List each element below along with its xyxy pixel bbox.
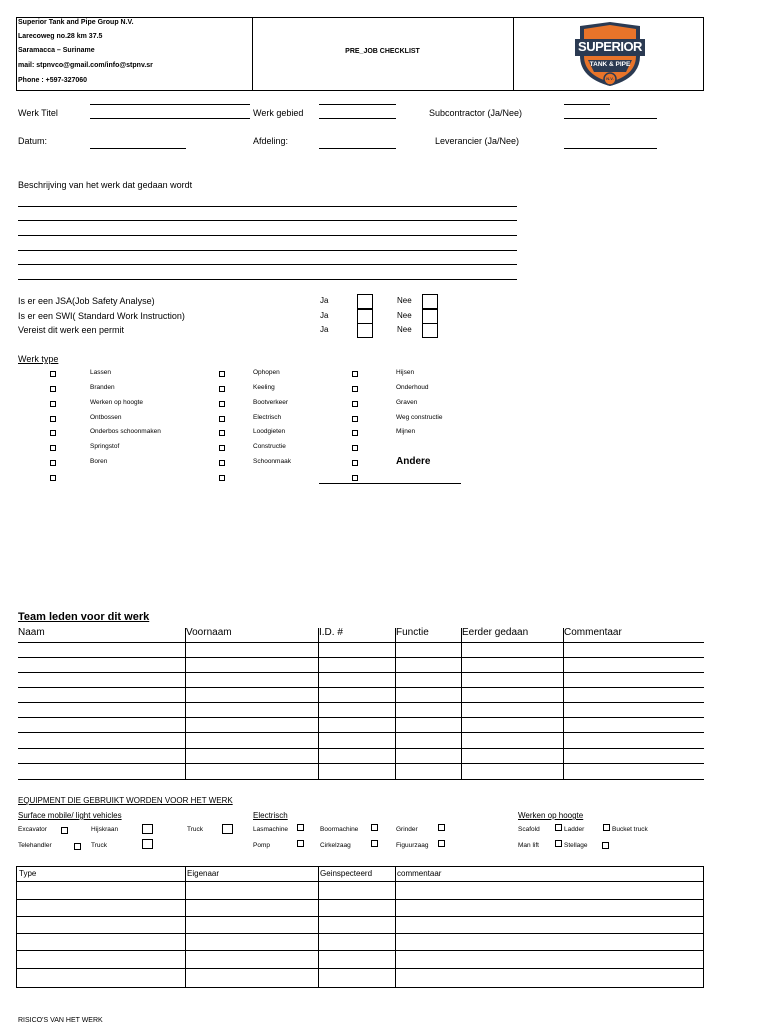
- question-jsa-nee: Nee: [397, 296, 412, 305]
- equipment-item-label: Stellage: [564, 842, 588, 849]
- table-row[interactable]: [17, 900, 703, 916]
- table-row[interactable]: [18, 673, 704, 687]
- werktype-checkbox[interactable]: [352, 371, 358, 377]
- equipment-item-label: Cirkelzaag: [320, 842, 351, 849]
- equipment-item-label: Figuurzaag: [396, 842, 429, 849]
- question-jsa-ja-box[interactable]: [357, 294, 373, 309]
- equipment-checkbox[interactable]: [297, 824, 304, 831]
- question-swi-ja-box[interactable]: [357, 309, 373, 324]
- werktype-checkbox[interactable]: [50, 445, 56, 451]
- werktype-item-label: Onderbos schoonmaken: [90, 428, 161, 435]
- table-row[interactable]: [18, 688, 704, 702]
- table-row[interactable]: [17, 951, 703, 968]
- doc-title: PRE_JOB CHECKLIST: [345, 48, 420, 55]
- equipment-checkbox[interactable]: [142, 824, 153, 834]
- equipment-item-label: Scafold: [518, 826, 540, 833]
- werktype-item-label: Constructie: [253, 443, 286, 450]
- equipment-checkbox[interactable]: [142, 839, 153, 849]
- table-row[interactable]: [18, 703, 704, 717]
- hoogte-title: Werken op hoogte: [518, 811, 584, 820]
- equipment-checkbox[interactable]: [371, 824, 378, 831]
- werktype-checkbox[interactable]: [352, 386, 358, 392]
- question-permit-ja-box[interactable]: [357, 323, 373, 338]
- werktype-andere-line[interactable]: [319, 483, 461, 484]
- question-jsa-nee-box[interactable]: [422, 294, 438, 309]
- beschrijving-line-5[interactable]: [18, 264, 517, 265]
- company-logo: [574, 20, 646, 88]
- werktype-item-label: Lassen: [90, 369, 111, 376]
- team-column-header: Functie: [396, 627, 429, 638]
- werktype-item-label: Branden: [90, 384, 115, 391]
- werktype-item-label: Mijnen: [396, 428, 416, 435]
- electrisch-title: Electrisch: [253, 811, 288, 820]
- werktype-checkbox[interactable]: [50, 430, 56, 436]
- equipment-checkbox[interactable]: [438, 824, 445, 831]
- logo-text-top: SUPERIOR: [578, 39, 642, 54]
- equipment-column-header: Geinspecteerd: [320, 869, 373, 878]
- equipment-column-header: Type: [19, 869, 37, 878]
- werktype-item-label: Hijsen: [396, 369, 415, 376]
- werktype-checkbox[interactable]: [352, 475, 358, 481]
- werktype-checkbox[interactable]: [352, 460, 358, 466]
- equipment-checkbox[interactable]: [222, 824, 233, 834]
- subcontractor-field-1[interactable]: [564, 104, 610, 105]
- werktype-item-label: Loodgieten: [253, 428, 286, 435]
- werktype-checkbox[interactable]: [352, 430, 358, 436]
- werktype-checkbox[interactable]: [50, 371, 56, 377]
- team-title: Team leden voor dit werk: [18, 611, 150, 623]
- question-permit-nee-box[interactable]: [422, 323, 438, 338]
- werktype-checkbox[interactable]: [50, 401, 56, 407]
- risicos-title: RISICO'S VAN HET WERK: [18, 1017, 103, 1024]
- team-column-header: Naam: [18, 627, 45, 638]
- werk-titel-field-2[interactable]: [90, 118, 250, 119]
- question-permit: Vereist dit werk een permit: [18, 325, 125, 335]
- equipment-checkbox[interactable]: [555, 824, 562, 831]
- equipment-item-label: Truck: [187, 826, 204, 833]
- datum-field[interactable]: [90, 148, 186, 149]
- logo-text-mid: TANK & PIPE: [589, 61, 631, 68]
- werktype-item-label: Ontbossen: [90, 414, 122, 421]
- werk-gebied-field-2[interactable]: [319, 118, 396, 119]
- equipment-item-label: Grinder: [396, 826, 418, 833]
- table-row[interactable]: [17, 934, 703, 950]
- werktype-item-label: Keeling: [253, 384, 275, 391]
- table-row[interactable]: [18, 643, 704, 657]
- werktype-andere-label: Andere: [396, 456, 431, 467]
- question-permit-nee: Nee: [397, 325, 412, 334]
- werktype-item-label: Electrisch: [253, 414, 282, 421]
- beschrijving-line-4[interactable]: [18, 250, 517, 251]
- leverancier-field[interactable]: [564, 148, 657, 149]
- werktype-item-label: Springstof: [90, 443, 120, 450]
- question-swi-ja: Ja: [320, 311, 329, 320]
- werk-gebied-label: Werk gebied: [253, 108, 304, 118]
- equipment-item-label: Pomp: [253, 842, 270, 849]
- equipment-item-label: Hijskraan: [91, 826, 119, 833]
- equipment-item-label: Excavator: [18, 826, 47, 833]
- team-column-header: Eerder gedaan: [462, 627, 529, 638]
- team-column-header: I.D. #: [319, 627, 343, 638]
- werktype-title: Werk type: [18, 354, 59, 364]
- equipment-title: EQUIPMENT DIE GEBRUIKT WORDEN VOOR HET WERK: [18, 796, 233, 805]
- table-row[interactable]: [17, 917, 703, 933]
- equipment-item-label: Ladder: [564, 826, 585, 833]
- werktype-item-label: Weg constructie: [396, 414, 443, 421]
- header-divider-2: [513, 17, 514, 91]
- equipment-checkbox[interactable]: [438, 840, 445, 847]
- werktype-checkbox[interactable]: [219, 475, 225, 481]
- datum-label: Datum:: [18, 136, 48, 146]
- werktype-checkbox[interactable]: [50, 475, 56, 481]
- subcontractor-field-2[interactable]: [564, 118, 657, 119]
- question-permit-ja: Ja: [320, 325, 329, 334]
- question-swi-nee-box[interactable]: [422, 309, 438, 324]
- question-swi: Is er een SWI( Standard Work Instruction): [18, 311, 185, 321]
- question-jsa-ja: Ja: [320, 296, 329, 305]
- werktype-item-label: Schoonmaak: [253, 458, 291, 465]
- werk-titel-label: Werk Titel: [18, 108, 58, 118]
- equipment-checkbox[interactable]: [74, 843, 81, 850]
- equipment-checkbox[interactable]: [555, 840, 562, 847]
- werk-gebied-field-1[interactable]: [319, 104, 396, 105]
- werktype-checkbox[interactable]: [219, 445, 225, 451]
- equipment-item-label: Boormachine: [320, 826, 359, 833]
- question-jsa: Is er een JSA(Job Safety Analyse): [18, 296, 155, 306]
- beschrijving-line-6[interactable]: [18, 279, 517, 280]
- werktype-checkbox[interactable]: [219, 386, 225, 392]
- equipment-item-label: Bucket truck: [612, 826, 648, 833]
- equipment-item-label: Truck: [91, 842, 108, 849]
- afdeling-field[interactable]: [319, 148, 396, 149]
- werktype-checkbox[interactable]: [352, 416, 358, 422]
- werktype-checkbox[interactable]: [219, 371, 225, 377]
- equipment-item-label: Lasmachine: [253, 826, 289, 833]
- equipment-checkbox[interactable]: [603, 824, 610, 831]
- werktype-checkbox[interactable]: [50, 386, 56, 392]
- werktype-checkbox[interactable]: [50, 416, 56, 422]
- table-row[interactable]: [18, 733, 704, 748]
- werktype-checkbox[interactable]: [352, 445, 358, 451]
- equipment-item-label: Man lift: [518, 842, 539, 849]
- table-row[interactable]: [18, 764, 704, 779]
- werk-titel-field-1[interactable]: [90, 104, 250, 105]
- team-column-header: Voornaam: [186, 627, 232, 638]
- beschrijving-line-1[interactable]: [18, 206, 517, 207]
- werktype-item-label: Ophopen: [253, 369, 280, 376]
- equipment-item-label: Telehandler: [18, 842, 52, 849]
- equipment-column-header: commentaar: [397, 869, 442, 878]
- beschrijving-line-2[interactable]: [18, 220, 517, 221]
- company-address: Larecoweg no.28 km 37.5: [18, 33, 103, 40]
- surface-title: Surface mobile/ light vehicles: [18, 811, 122, 820]
- werktype-item-label: Werken op hoogte: [90, 399, 143, 406]
- team-row-line: [18, 779, 704, 780]
- company-country: Saramacca – Suriname: [18, 47, 95, 54]
- table-row[interactable]: [18, 658, 704, 672]
- werktype-item-label: Onderhoud: [396, 384, 429, 391]
- subcontractor-label: Subcontractor (Ja/Nee): [429, 108, 523, 118]
- equipment-checkbox[interactable]: [61, 827, 68, 834]
- team-column-header: Commentaar: [564, 627, 622, 638]
- werktype-checkbox[interactable]: [50, 460, 56, 466]
- question-swi-nee: Nee: [397, 311, 412, 320]
- equipment-checkbox[interactable]: [371, 840, 378, 847]
- werktype-item-label: Graven: [396, 399, 418, 406]
- werktype-item-label: Bootverkeer: [253, 399, 289, 406]
- beschrijving-label: Beschrijving van het werk dat gedaan wordt: [18, 180, 193, 190]
- equipment-checkbox[interactable]: [602, 842, 609, 849]
- werktype-checkbox[interactable]: [219, 460, 225, 466]
- werktype-checkbox[interactable]: [219, 401, 225, 407]
- werktype-item-label: Boren: [90, 458, 108, 465]
- equipment-column-header: Eigenaar: [187, 869, 220, 878]
- leverancier-label: Leverancier (Ja/Nee): [435, 136, 520, 146]
- company-name: Superior Tank and Pipe Group N.V.: [18, 19, 134, 26]
- beschrijving-line-3[interactable]: [18, 235, 517, 236]
- table-row[interactable]: [17, 969, 703, 987]
- equipment-checkbox[interactable]: [297, 840, 304, 847]
- werktype-checkbox[interactable]: [352, 401, 358, 407]
- company-email: mail: stpnvco@gmail.com/info@stpnv.sr: [18, 62, 153, 69]
- logo-text-bottom: N.V.: [606, 76, 614, 81]
- company-phone: Phone : +597-327060: [18, 77, 88, 84]
- table-row[interactable]: [18, 749, 704, 763]
- werktype-checkbox[interactable]: [219, 430, 225, 436]
- table-row[interactable]: [18, 718, 704, 732]
- afdeling-label: Afdeling:: [253, 136, 289, 146]
- table-row[interactable]: [17, 882, 703, 899]
- werktype-checkbox[interactable]: [219, 416, 225, 422]
